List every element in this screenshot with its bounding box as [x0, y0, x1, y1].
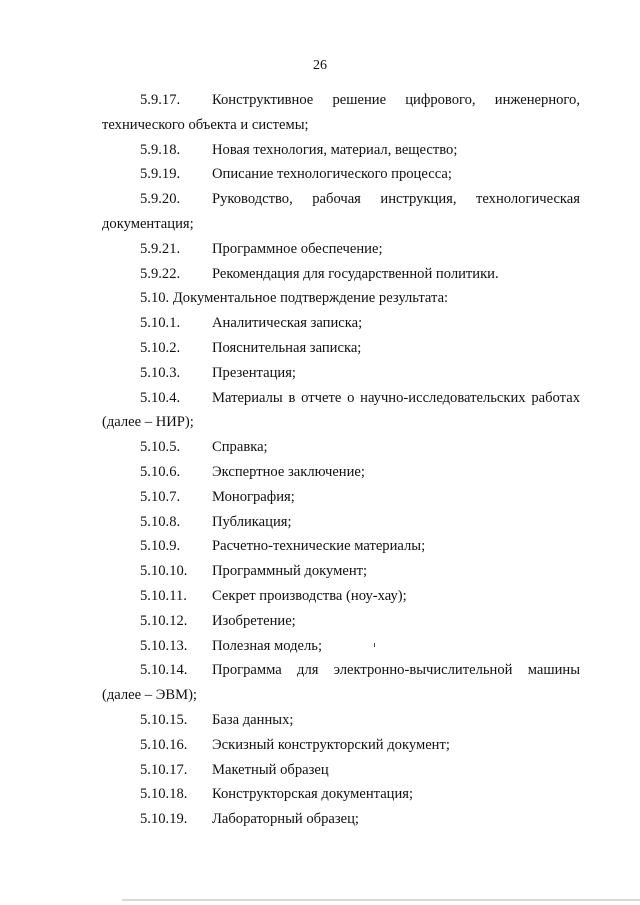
- list-item: [102, 584, 580, 609]
- item-number: 5.9.18.: [140, 141, 181, 158]
- item-number: 5.9.20.: [140, 191, 181, 208]
- item-text: Монография;: [212, 488, 295, 505]
- list-item: [102, 187, 580, 212]
- item-continuation: (далее – ЭВМ);: [102, 687, 197, 704]
- item-number: 5.9.22.: [140, 265, 181, 282]
- item-number: 5.10.9.: [140, 538, 181, 555]
- item-text: Секрет производства (ноу-хау);: [212, 587, 407, 604]
- list-item: [102, 336, 580, 361]
- list-item: [102, 262, 580, 287]
- item-text: Руководство, рабочая инструкция, технологическая: [212, 191, 580, 208]
- item-text: Программа для электронно-вычислительной машины: [212, 662, 580, 679]
- list-item: [102, 386, 580, 411]
- list-item: [102, 237, 580, 262]
- item-number: 5.10.14.: [140, 662, 188, 679]
- item-text: Лабораторный образец;: [212, 811, 359, 828]
- numbered-list: [102, 88, 580, 832]
- item-number: 5.10.5.: [140, 439, 181, 456]
- item-number: 5.9.21.: [140, 240, 181, 257]
- list-item: [102, 138, 580, 163]
- section-heading: 5.10. Документальное подтверждение результата:: [140, 290, 449, 307]
- item-text: Материалы в отчете о научно-исследовательских работах: [212, 389, 580, 406]
- list-item: [102, 708, 580, 733]
- item-text: Макетный образец: [212, 761, 329, 778]
- list-item: [102, 559, 580, 584]
- list-item: [102, 460, 580, 485]
- item-text: Конструкторская документация;: [212, 786, 414, 803]
- item-text: База данных;: [212, 711, 294, 728]
- item-number: 5.10.4.: [140, 389, 181, 406]
- item-text: Экспертное заключение;: [212, 463, 365, 480]
- item-text: Изобретение;: [212, 612, 296, 629]
- list-item: [102, 782, 580, 807]
- item-text: Новая технология, материал, вещество;: [212, 141, 458, 158]
- item-text: Полезная модель;: [212, 637, 323, 654]
- item-continuation: документация;: [102, 215, 194, 232]
- item-number: 5.10.17.: [140, 761, 188, 778]
- list-item: [102, 510, 580, 535]
- item-number: 5.10.10.: [140, 563, 188, 580]
- item-text: Конструктивное решение цифрового, инженерного,: [212, 92, 580, 108]
- item-number: 5.10.13.: [140, 637, 188, 654]
- item-number: 5.9.19.: [140, 166, 181, 183]
- list-item: [102, 807, 580, 832]
- item-number: 5.10.1.: [140, 315, 181, 332]
- item-text: Справка;: [212, 439, 268, 456]
- list-item: [102, 435, 580, 460]
- scan-speck: [374, 643, 375, 647]
- page-number: 26: [313, 58, 327, 73]
- item-text: Расчетно-технические материалы;: [212, 538, 426, 555]
- item-text: Рекомендация для государственной политики.: [212, 265, 499, 282]
- list-item: [102, 609, 580, 634]
- item-number: 5.10.16.: [140, 736, 188, 753]
- item-text: Программное обеспечение;: [212, 240, 383, 257]
- list-item: [102, 485, 580, 510]
- item-text: Программный документ;: [212, 563, 368, 580]
- item-number: 5.10.15.: [140, 711, 188, 728]
- item-text: Пояснительная записка;: [212, 339, 362, 356]
- item-text: Публикация;: [212, 513, 292, 530]
- list-item: [102, 162, 580, 187]
- list-item: [102, 658, 580, 683]
- item-number: 5.10.12.: [140, 612, 188, 629]
- item-number: 5.10.6.: [140, 463, 181, 480]
- item-number: 5.10.7.: [140, 488, 181, 505]
- item-number: 5.10.8.: [140, 513, 181, 530]
- item-number: 5.9.17.: [140, 92, 181, 108]
- list-item: [102, 88, 580, 113]
- item-number: 5.10.2.: [140, 339, 181, 356]
- item-text: Аналитическая записка;: [212, 315, 363, 332]
- item-text: Описание технологического процесса;: [212, 166, 452, 183]
- item-text: Эскизный конструкторский документ;: [212, 736, 450, 753]
- list-item: [102, 534, 580, 559]
- list-item: [102, 733, 580, 758]
- list-item: [102, 361, 580, 386]
- item-text: Презентация;: [212, 364, 296, 381]
- list-item: [102, 634, 580, 659]
- list-item: [102, 758, 580, 783]
- item-number: 5.10.11.: [140, 587, 187, 604]
- item-number: 5.10.19.: [140, 811, 188, 828]
- item-continuation: (далее – НИР);: [102, 414, 194, 431]
- item-continuation: технического объекта и системы;: [102, 116, 309, 133]
- scan-edge: [122, 899, 640, 901]
- item-number: 5.10.3.: [140, 364, 181, 381]
- item-number: 5.10.18.: [140, 786, 188, 803]
- list-item: [102, 311, 580, 336]
